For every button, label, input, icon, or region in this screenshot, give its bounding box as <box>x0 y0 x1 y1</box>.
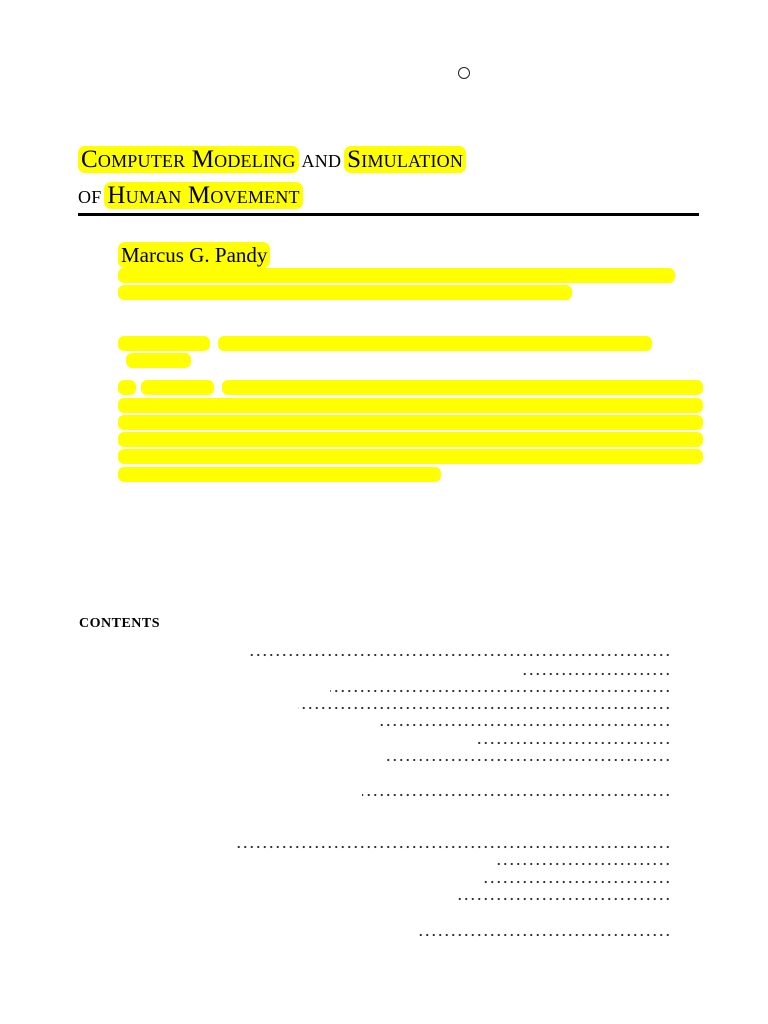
title-line-1 <box>78 144 466 176</box>
title-word-computer-modeling: Computer Modeling <box>78 146 299 173</box>
redacted-abstract-label <box>141 380 214 395</box>
toc-entry-leader <box>234 842 671 852</box>
toc-entry-leader <box>380 720 671 730</box>
toc-entry-leader <box>520 669 671 679</box>
contents-heading: CONTENTS <box>79 616 161 631</box>
redacted-abstract-marker <box>118 380 136 395</box>
title-word-simulation: Simulation <box>344 146 466 173</box>
author-name: Marcus G. Pandy <box>118 242 270 268</box>
redacted-affiliation-line-2 <box>118 285 572 300</box>
circle-icon <box>458 67 470 79</box>
redacted-keywords-label <box>118 336 210 351</box>
redacted-keywords-line-1 <box>218 336 652 351</box>
toc-entry-leader <box>497 859 671 869</box>
redacted-abstract-line-5 <box>118 449 703 464</box>
redacted-abstract-line-4 <box>118 432 703 447</box>
toc-entry-leader <box>330 686 671 696</box>
toc-entry-leader <box>250 650 671 660</box>
toc-entry-leader <box>482 877 671 887</box>
redacted-abstract-line-1 <box>222 380 703 395</box>
toc-entry-leader <box>386 755 671 765</box>
toc-entry-leader <box>474 738 671 748</box>
toc-entry-leader <box>298 703 671 713</box>
redacted-abstract-line-2 <box>118 398 703 413</box>
redacted-keywords-line-2 <box>126 353 191 368</box>
title-word-human-movement: Human Movement <box>104 182 302 209</box>
toc-entry-leader <box>362 790 671 800</box>
redacted-abstract-line-3 <box>118 415 703 430</box>
redacted-abstract-line-6 <box>118 467 441 482</box>
title-word-and: and <box>301 146 342 173</box>
title-line-2 <box>78 180 303 212</box>
title-rule <box>78 213 699 216</box>
title-word-of: of <box>78 182 102 209</box>
toc-entry-leader <box>418 930 671 940</box>
redacted-affiliation-line-1 <box>118 268 675 283</box>
toc-entry-leader <box>458 894 671 904</box>
